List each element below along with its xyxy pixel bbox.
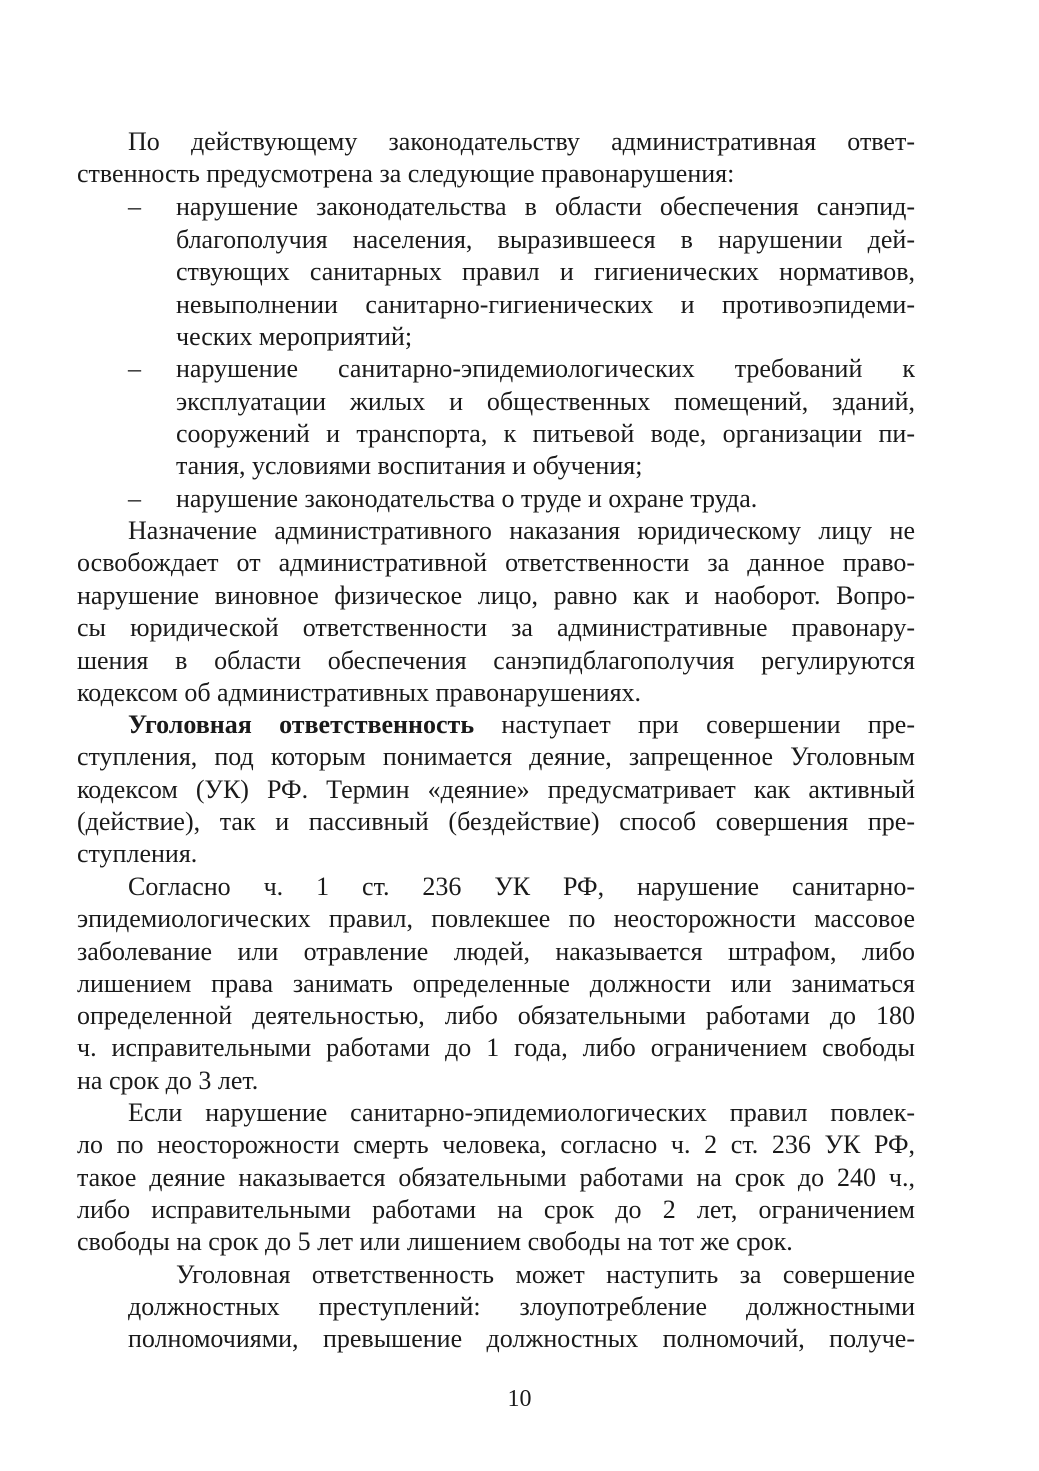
text-line-content: Согласно ч. 1 ст. 236 УК РФ, нарушение санитарно- xyxy=(128,872,915,901)
text-line-content: заболевание или отравление людей, наказывается штрафом, либо xyxy=(77,937,915,966)
text-line xyxy=(0,1195,1039,1225)
text-line-content: Уголовная ответственность может наступить за совершение xyxy=(176,1260,915,1289)
text-line xyxy=(0,290,1039,320)
text-line xyxy=(0,742,1039,772)
page-number: 10 xyxy=(507,1386,532,1412)
text-line-content: должностных преступлений: злоупотребление должностными xyxy=(128,1292,915,1321)
list-dash: – xyxy=(128,354,141,383)
text-line xyxy=(0,451,1039,481)
text-line-content: эпидемиологических правил, повлекшее по неосторожности массовое xyxy=(77,904,915,933)
text-line-content: ступления. xyxy=(77,839,198,868)
text-line xyxy=(0,1227,1039,1257)
text-line-content: ствующих санитарных правил и гигиенических нормативов, xyxy=(176,257,915,286)
text-line xyxy=(0,127,1039,157)
text-line-content: (действие), так и пассивный (бездействие) способ совершения пре- xyxy=(77,807,915,836)
text-line xyxy=(0,775,1039,805)
text-line-content: ческих мероприятий; xyxy=(176,322,413,351)
text-line xyxy=(0,548,1039,578)
text-line-content: шения в области обеспечения санэпидблагополучия регулируются xyxy=(77,646,915,675)
text-line xyxy=(0,904,1039,934)
list-item xyxy=(0,192,1039,222)
text-line xyxy=(0,807,1039,837)
text-line xyxy=(0,1066,1039,1096)
text-line-content: кодексом (УК) РФ. Термин «деяние» предусматривает как активный xyxy=(77,775,915,804)
text-line xyxy=(0,678,1039,708)
text-line-content: такое деяние наказывается обязательными работами на срок до 240 ч., xyxy=(77,1163,915,1192)
text-line-content: свободы на срок до 5 лет или лишением свободы на тот же срок. xyxy=(77,1227,793,1256)
text-line-content: По действующему законодательству административная ответ- xyxy=(128,127,915,156)
text-line-content: нарушение законодательства в области обеспечения санэпид- xyxy=(176,192,915,221)
text-line xyxy=(0,322,1039,352)
text-line-content: Назначение административного наказания юридическому лицу не xyxy=(128,516,915,545)
text-line xyxy=(0,1098,1039,1128)
text-line-content: освобождает от административной ответственности за данное право- xyxy=(77,548,915,577)
text-line-content: либо исправительными работами на срок до 2 лет, ограничением xyxy=(77,1195,915,1224)
text-line xyxy=(0,387,1039,417)
text-line-content: на срок до 3 лет. xyxy=(77,1066,259,1095)
bold-term: Уголовная ответственность xyxy=(128,710,475,739)
text-line xyxy=(0,937,1039,967)
text-line-content: полномочиями, превышение должностных полномочий, получе- xyxy=(128,1324,915,1353)
text-line xyxy=(0,1163,1039,1193)
text-line-content: эксплуатации жилых и общественных помещений, зданий, xyxy=(176,387,915,416)
text-line-content: Если нарушение санитарно-эпидемиологических правил повлек- xyxy=(128,1098,915,1127)
text-line xyxy=(0,1130,1039,1160)
list-dash: – xyxy=(128,192,141,221)
list-item xyxy=(0,354,1039,384)
text-line xyxy=(0,872,1039,902)
text-line xyxy=(0,225,1039,255)
text-run: наступает при совершении пре- xyxy=(474,710,915,739)
text-line-content: сооружений и транспорта, к питьевой воде, организации пи- xyxy=(176,419,915,448)
text-line-content: благополучия населения, выразившееся в нарушении дей- xyxy=(176,225,915,254)
text-line xyxy=(0,1001,1039,1031)
text-line-content: нарушение виновное физическое лицо, равно как и наоборот. Вопро- xyxy=(77,581,915,610)
text-line xyxy=(0,710,1039,740)
text-line-content xyxy=(128,710,915,740)
text-line xyxy=(0,969,1039,999)
text-line-content: невыполнении санитарно-гигиенических и противоэпидеми- xyxy=(176,290,915,319)
text-line-content: ственность предусмотрена за следующие правонарушения: xyxy=(77,159,735,188)
text-line xyxy=(0,646,1039,676)
text-line-content: нарушение санитарно-эпидемиологических требований к xyxy=(176,354,915,383)
text-line xyxy=(0,1260,1039,1290)
text-line-content: сы юридической ответственности за административные правонару- xyxy=(77,613,915,642)
text-line xyxy=(0,257,1039,287)
text-line xyxy=(0,839,1039,869)
list-dash: – xyxy=(128,484,141,513)
text-line xyxy=(0,613,1039,643)
text-line-content: определенной деятельностью, либо обязательными работами до 180 xyxy=(77,1001,915,1030)
text-line xyxy=(0,1033,1039,1063)
text-line-content: нарушение законодательства о труде и охране труда. xyxy=(176,484,758,513)
list-item xyxy=(0,484,1039,514)
text-line xyxy=(0,516,1039,546)
text-line-content: лишением права занимать определенные должности или заниматься xyxy=(77,969,915,998)
text-line xyxy=(0,159,1039,189)
text-line xyxy=(0,419,1039,449)
text-line xyxy=(0,1292,1039,1322)
text-line-content: кодексом об административных правонарушениях. xyxy=(77,678,642,707)
text-line-content: ч. исправительными работами до 1 года, либо ограничением свободы xyxy=(77,1033,915,1062)
text-line xyxy=(0,581,1039,611)
text-line-content: ло по неосторожности смерть человека, согласно ч. 2 ст. 236 УК РФ, xyxy=(77,1130,915,1159)
text-line xyxy=(0,1324,1039,1354)
text-line-content: тания, условиями воспитания и обучения; xyxy=(176,451,643,480)
text-line-content: ступления, под которым понимается деяние, запрещенное Уголовным xyxy=(77,742,915,771)
